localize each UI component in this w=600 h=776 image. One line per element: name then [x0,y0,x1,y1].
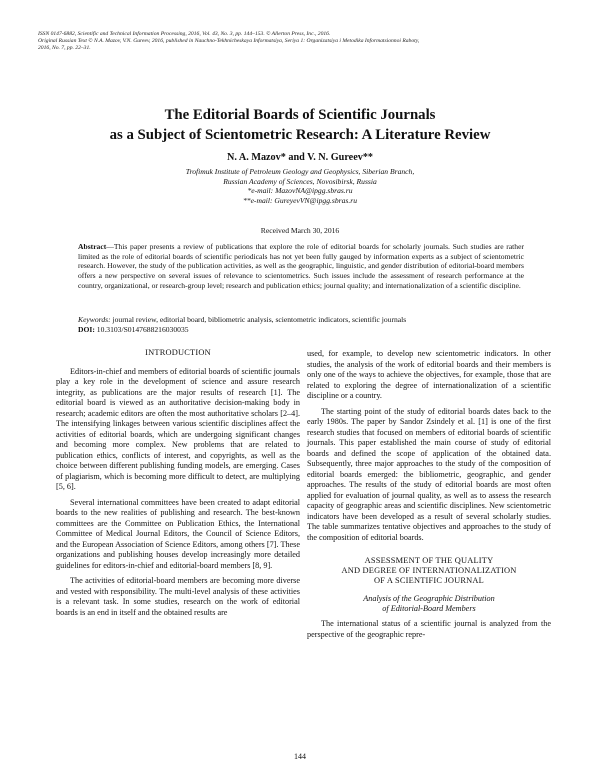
keywords [78,315,524,325]
heading-line: AND DEGREE OF INTERNATIONALIZATION [341,566,517,575]
header-line: 2016, No. 7, pp. 22–31. [38,45,91,52]
left-column [56,348,300,618]
right-column [307,349,551,640]
abstract [78,242,524,291]
doi-value: 10.3103/S0147688216030035 [94,325,189,334]
doi [78,325,189,334]
subheading-line: of Editorial-Board Members [382,604,476,613]
email: **e-mail: GureyevVN@ipgg.sbras.ru [242,196,358,206]
doi-label: DOI: [78,325,95,334]
title-line: as a Subject of Scientometric Research: A Literature Review [109,127,491,143]
paragraph: The activities of editorial-board members are becoming more diverse and vested with responsibility. The multi-level analysis of these activities is a relevant task. In some studies, research on the work of editorial boards is an end in itself and the obtained results are [56,576,300,617]
authors: N. A. Mazov* and V. N. Gureev** [226,152,374,163]
received-date: Received March 30, 2016 [260,226,340,235]
heading-line: ASSESSMENT OF THE QUALITY [364,556,494,565]
paragraph: Editors-in-chief and members of editorial boards of scientific journals play a key role in the development of science and assure research integrity, as publications are the major results of research [1]. The editorial board is viewed as an authoritative decision-making body in research; academic editors are often the most authoritative scholars [2–4]. The intensifying linkages between various scientific disciplines affect the activities of editorial boards, which are undergoing significant changes and becoming more complex. New problems that are related to publication ethics, conflicts of interest, and copyrights, as well as the choice between different publishing funding models, are emerging. Cases of plagiarism, which is becoming more difficult to detect, are multiplying [5, 6]. [56,366,300,491]
section-heading [307,556,551,586]
paragraph: used, for example, to develop new scientometric indicators. In other studies, the analysis of the work of editorial boards and their members is only one of the ways to achieve the objectives, for example, those that are related to exploring the degree of internationalization of a scientific discipline or a country. [307,349,551,400]
journal-header [38,31,568,53]
subsection-heading [307,594,551,614]
affiliation-line: Russian Academy of Sciences, Novosibirsk, Russia [223,176,377,186]
header-line: ISSN 0147-6882, Scientific and Technical Information Processing, 2016, Vol. 43, No. 3, pp. 144–153. © Allerton Press, Inc., 2016. [38,31,331,37]
email: *e-mail: MazovNA@ipgg.sbras.ru [247,186,353,196]
affiliation-line: Trofimuk Institute of Petroleum Geology and Geophysics, Siberian Branch, [185,167,415,176]
title-line: The Editorial Boards of Scientific Journals [164,107,436,123]
heading-line: OF A SCIENTIFIC JOURNAL [374,576,484,585]
abstract-text: —This paper presents a review of publications that explore the role of editorial boards for scholarly journals. Such studies are rather limited as the role of editorial boards of scientific periodicals has not yet been fully gauged by information experts as a subject of scientometric research. However, the study of the publication activities, as well as the geographic, linguistic, and gender distribution of editorial-board members offers a new perspective on several issues of relevance to scientometrics. Such issues include the assessment of research performance at the country, organizational, or research-group level; research and publication ethics; journal quality; and internationalization of a scientific discipline. [78,242,524,290]
paragraph: The international status of a scientific journal is analyzed from the perspective of the geographic repre- [307,619,551,639]
page-number: 144 [294,752,306,761]
abstract-label: Abstract [78,242,107,251]
section-heading: INTRODUCTION [145,348,211,357]
paragraph: The starting point of the study of editorial boards dates back to the early 1980s. The paper by Sandor Zsindely et al. [1] is one of the first research studies that focused on members of editorial boards of scientific journals. This paper established the main course of study of editorial boards and defined the scope of application of the obtained data. Subsequently, three major approaches to the study of the composition of editorial boards emerged: the bibliometric, geographic, and gender approaches. The results of the study of editorial boards are most often applied for evaluation of journal quality, as well as to assess the research capacity of geographic areas and scientific disciplines. New scientometric indicators have been developed as a result of several scholarly studies. The table summarizes tentative objectives and approaches to the study of the composition of editorial boards. [307,406,551,542]
keywords-text: journal review, editorial board, bibliometric analysis, scientometric indicators, scientific journals [110,315,407,324]
paper-title [60,105,540,145]
keywords-label: Keywords: [78,315,111,324]
header-line: Original Russian Text © N.A. Mazov, V.N. Gureev, 2016, published in Nauchno-Tekhnicheskaya Informatsiya, Seriya 1: Organizatsiya i Metodika Informatsionnoi Raboty, [38,38,420,45]
paragraph: Several international committees have been created to adapt editorial boards to the new realities of publishing and research. The best-known committees are the Committee on Publication Ethics, the International Committee of Medical Journal Editors, the Council of Science Editors, and the European Association of Science Editors, among others [7]. These organizations and publishing houses develop increasingly more detailed guidelines for editors-in-chief and editorial-board members [8, 9]. [56,497,300,570]
affiliation [60,167,540,206]
subheading-line: Analysis of the Geographic Distribution [363,594,495,603]
